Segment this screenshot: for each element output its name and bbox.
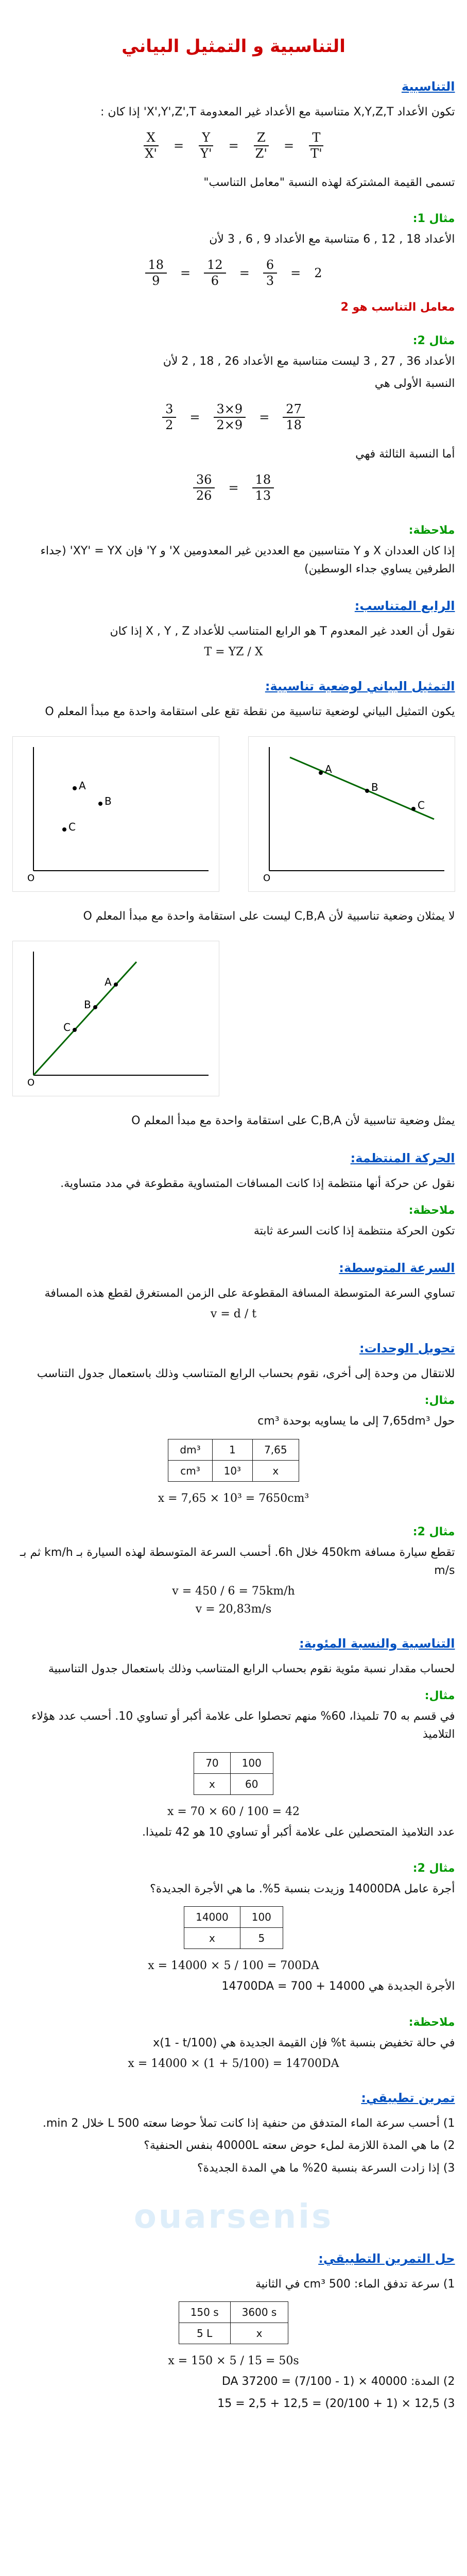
salary-table: [184, 1906, 283, 1949]
other-ratio-text: أما النسبة الثالثة فهي: [355, 447, 455, 461]
units-example: حول 7,65dm³ إلى ما يساويه بوحدة cm³: [257, 1415, 455, 1428]
fourth-formula: T = YZ / X: [204, 646, 263, 659]
solution-step-2: 2) المدة: 40000 × (1 - 7/100) = 37200 DA: [221, 2375, 455, 2388]
page-title: التناسبية و التمثيل البياني: [122, 36, 345, 57]
example-label: مثال 2:: [412, 1525, 455, 1538]
left-plot: [13, 737, 219, 891]
speed-result-2: v = 20,83m/s: [195, 1602, 272, 1616]
speed-text: تساوي السرعة المتوسطة المسافة المقطوعة على الزمن المستغرق لقطع هذه المسافة: [44, 1287, 455, 1300]
solution-section: [12, 2251, 455, 2413]
svg-text:C: C: [63, 1021, 71, 1034]
fourth-proportional: [12, 599, 455, 658]
line-graph: [248, 736, 455, 892]
decrease-example: x = 14000 × (1 + 5/100) = 14700DA: [128, 2057, 339, 2071]
percent-result: x = 70 × 60 / 100 = 42: [167, 1805, 300, 1818]
example-label: مثال:: [424, 1394, 455, 1408]
note-label: ملاحظة:: [408, 2016, 455, 2029]
exercise-section: [12, 2091, 455, 2177]
units-text: للانتقال من وحدة إلى أخرى، نقوم بحساب الرابع المتناسب وذلك باستعمال جدول التناسب: [37, 1367, 455, 1381]
fraction: $\frac{T}{T'}$: [307, 130, 325, 161]
table-row: dm³ 1 7,65: [168, 1439, 299, 1460]
percent-example: في قسم به 70 تلميذا، 60% منهم تحصلوا على علامة أكبر أو تساوي 10. أحسب عدد هؤلاء التلاميذ: [31, 1710, 455, 1741]
first-ratio-text: النسبة الأولى هي: [374, 377, 455, 390]
salary-section: [12, 1862, 455, 1995]
ratio-chain: $\frac{3}{2}$ = $\frac{3\times 9}{2\times 9}$ = $\frac{27}{18}$: [12, 402, 455, 433]
svg-text:A: A: [104, 976, 112, 989]
average-speed: [12, 1261, 455, 1320]
note-text: إذا كان العددان X و Y متناسبين مع العددين غير المعدومين X' و Y' فإن XY' = YX' (جداء الطرفين يساوي جداء الوسطين): [40, 544, 455, 575]
decrease-text: في حالة تخفيض بنسبة t% فإن القيمة الجديدة هي x(1 - t/100): [153, 2037, 455, 2050]
caption-proportional: يمثل وضعية تناسبية لأن C,B,A على استقامة واحدة مع مبدأ المعلم O: [131, 1114, 455, 1128]
example-label: مثال 2:: [412, 334, 455, 347]
speed-example-text: تقطع سيارة مسافة 450km خلال 6h. أحسب السرعة المتوسطة لهذه السيارة بـ km/h ثم بـ m/s: [20, 1546, 455, 1577]
salary-text: أجرة عامل 14000DA وزيدت بنسبة 5%. ما هي الأجرة الجديدة؟: [150, 1882, 455, 1895]
solution-table: [179, 2301, 289, 2344]
decrease-note: [12, 2016, 455, 2070]
percent-text: لحساب مقدار نسبة مئوية نقوم بحساب الرابع المتناسب وذلك باستعمال جدول التناسبية: [48, 1662, 455, 1675]
example-text: الأعداد 36 , 27 , 3 ليست متناسبة مع الأعداد 26 , 18 , 2 لأن: [163, 354, 455, 368]
unit-conversion: [12, 1341, 455, 1504]
point-label: C: [68, 821, 76, 834]
coefficient-label: معامل التناسب هو 2: [340, 300, 455, 314]
diagram-row: [12, 736, 455, 892]
fraction: $\frac{X}{X'}$: [142, 130, 160, 161]
section-heading: تمرين تطبيقي:: [361, 2091, 455, 2106]
point-label: B: [104, 795, 112, 808]
motion-section: [12, 1151, 455, 1240]
conversion-result: x = 7,65 × 10³ = 7650cm³: [158, 1492, 309, 1505]
graph-text: يكون التمثيل البياني لوضعية تناسبية من نقطة تقع على استقامة واحدة مع مبدأ المعلم O: [45, 705, 455, 719]
section-heading: التناسبية والنسبة المئوية:: [299, 1636, 455, 1651]
salary-result-2: الأجرة الجديدة هي 14000 + 700 = 14700DA: [221, 1979, 455, 1993]
exercise-question-1: 1) أحسب سرعة الماء المتدفق من حنفية إذا كانت تملأ حوضا سعته 500 L خلال 2 min.: [42, 2117, 455, 2130]
conversion-table: [168, 1439, 299, 1482]
section-heading: التمثيل البياني لوضعية تناسبية:: [265, 679, 455, 694]
point-label: A: [78, 779, 86, 792]
speed-result-1: v = 450 / 6 = 75km/h: [172, 1584, 295, 1598]
table-row: 14000 100: [184, 1906, 283, 1927]
example-label: مثال:: [424, 1689, 455, 1703]
example-1: [12, 212, 455, 314]
example-label: مثال 1:: [412, 212, 455, 225]
point-label: A: [324, 763, 332, 776]
proportional-graph: [12, 941, 219, 1096]
non-proportional-graph: [12, 736, 219, 892]
section-proportionality: [12, 79, 455, 192]
table-row: 150 s 3600 s: [179, 2302, 288, 2323]
table-row: 70 100: [194, 1752, 273, 1773]
exercise-question-3: 3) إذا زادت السرعة بنسبة 20% ما هي المدة الجديدة؟: [197, 2161, 455, 2175]
percent-table: [194, 1752, 273, 1795]
svg-text:O: O: [27, 1077, 34, 1089]
svg-text:O: O: [263, 873, 270, 884]
solution-result-1: x = 150 × 5 / 15 = 50s: [168, 2354, 299, 2367]
table-row: 5 L x: [179, 2323, 288, 2344]
note-section: [12, 524, 455, 578]
proportional-plot: [13, 941, 219, 1096]
graph-section: [12, 679, 455, 1130]
motion-note: تكون الحركة منتظمة إذا كانت السرعة ثابتة: [253, 1224, 455, 1238]
speed-formula: v = d / t: [210, 1308, 257, 1321]
ratio-formula: $\frac{X}{X'}$ = $\frac{Y}{Y'}$ = $\frac{Z}{Z'}$ = $\frac{T}{T'}$: [12, 130, 455, 161]
section-heading: السرعة المتوسطة:: [339, 1261, 455, 1275]
solution-step-3: 3) 12,5 × (1 + 20/100) = 12,5 + 2,5 = 15: [217, 2397, 455, 2411]
table-row: cm³ 10³ x: [168, 1460, 299, 1481]
point-label: B: [371, 781, 378, 794]
example-formula: $\frac{18}{9}$ = $\frac{12}{6}$ = $\frac{6}{3}$ = 2: [12, 258, 455, 289]
fraction: $\frac{Z}{Z'}$: [252, 130, 270, 161]
definition-text: تكون الأعداد X,Y,Z,T متناسبة مع الأعداد غير المعدومة X',Y',Z',T' إذا كان :: [100, 106, 455, 118]
svg-text:O: O: [27, 873, 34, 884]
point-label: C: [417, 799, 425, 812]
example-2: [12, 334, 455, 503]
solution-step-1: 1) سرعة تدفق الماء: 500 cm³ في الثانية: [255, 2277, 455, 2291]
section-heading: تحويل الوحدات:: [359, 1341, 455, 1356]
fourth-text: نقول أن العدد غير المعدوم T هو الرابع المتناسب للأعداد X , Y , Z إذا كان: [110, 624, 455, 638]
third-ratio: $\frac{36}{26}$ = $\frac{18}{13}$: [12, 472, 455, 503]
section-heading: الرابع المتناسب:: [354, 598, 455, 613]
proportional-diagram: [12, 941, 455, 1096]
exercise-question-2: 2) ما هي المدة اللازمة لملء حوض سعته 40000L بنفس الحنفية؟: [144, 2139, 455, 2153]
section-heading: التناسبية: [401, 79, 455, 94]
caption-non-proportional: لا يمثلان وضعية تناسبية لأن C,B,A ليست على استقامة واحدة مع مبدأ المعلم O: [83, 910, 455, 923]
motion-text: نقول عن حركة أنها منتظمة إذا كانت المسافات المتساوية مقطوعة في مدد متساوية.: [60, 1177, 455, 1190]
svg-text:B: B: [83, 998, 91, 1011]
example-label: مثال 2:: [412, 1861, 455, 1875]
note-label: ملاحظة:: [408, 1204, 455, 1217]
fraction: $\frac{Y}{Y'}$: [197, 130, 215, 161]
watermark-logo: ouarsenis: [133, 2197, 334, 2236]
note-label: ملاحظة:: [408, 523, 455, 537]
salary-result-1: x = 14000 × 5 / 100 = 700DA: [148, 1959, 319, 1972]
speed-example: [12, 1526, 455, 1616]
table-row: x 5: [184, 1927, 283, 1948]
percent-section: [12, 1636, 455, 1841]
right-plot: [249, 737, 455, 891]
document-page: [12, 0, 455, 2464]
example-text: الأعداد 18 , 12 , 6 متناسبة مع الأعداد 9 , 6 , 3 لأن: [209, 232, 455, 246]
section-heading: حل التمرين التطبيقي:: [318, 2251, 455, 2266]
coefficient-text: تسمى القيمة المشتركة لهذه النسبة "معامل التناسب": [203, 176, 455, 189]
section-heading: الحركة المنتظمة:: [350, 1150, 455, 1165]
table-row: x 60: [194, 1773, 273, 1794]
percent-final: عدد التلاميذ المتحصلين على علامة أكبر أو تساوي 10 هو 42 تلميذا.: [142, 1825, 455, 1839]
